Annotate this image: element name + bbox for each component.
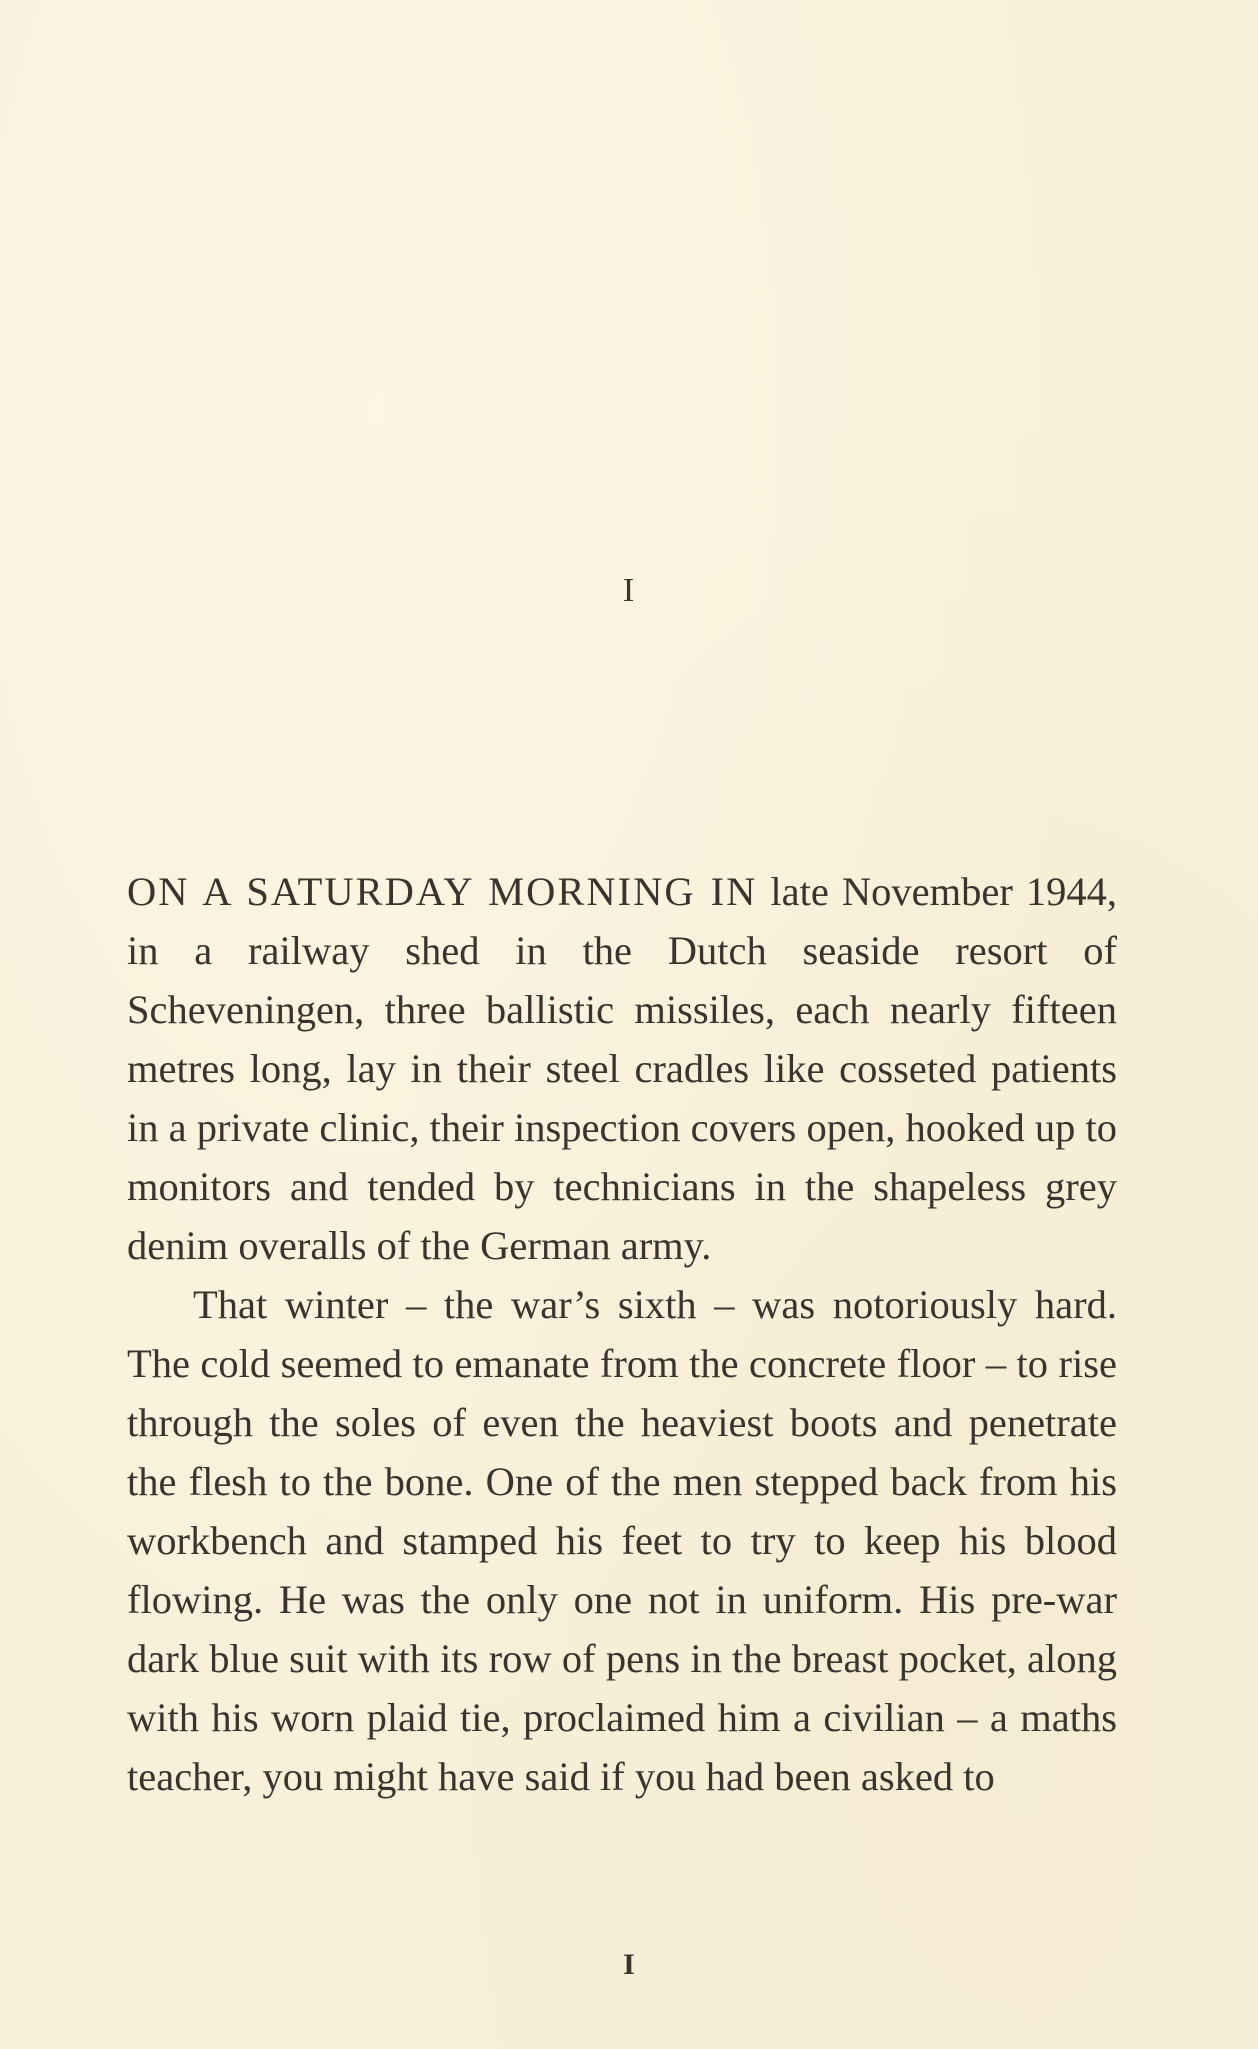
paragraph-2 [127,1275,1117,1806]
paragraph-text: late November 1944, in a railway shed in the Dutch seaside resort of Scheveningen, three ballistic missiles, each nearly fifteen metres long, lay in their steel cradles like cosseted patients in a private clinic, their inspection covers open, hooked up to monitors and tended by technicians in the shapeless grey denim overalls of the German army. [127,869,1117,1268]
paragraph-1 [127,862,1117,1275]
paragraph-text: That winter – the war’s sixth – was notoriously hard. The cold seemed to emanate from the concrete floor – to rise through the soles of even the heaviest boots and penetrate the flesh to the bone. One of the men stepped back from his workbench and stamped his feet to try to keep his blood flowing. He was the only one not in uniform. His pre-war dark blue suit with its row of pens in the breast pocket, along with his worn plaid tie, proclaimed him a civilian – a maths teacher, you might have said if you had been asked to [127,1282,1117,1799]
page-number: I [623,1948,635,1981]
chapter-number: I [622,572,636,609]
paragraph-lead-in: ON A SATURDAY MORNING IN [127,869,758,914]
chapter-body [127,862,1117,1806]
